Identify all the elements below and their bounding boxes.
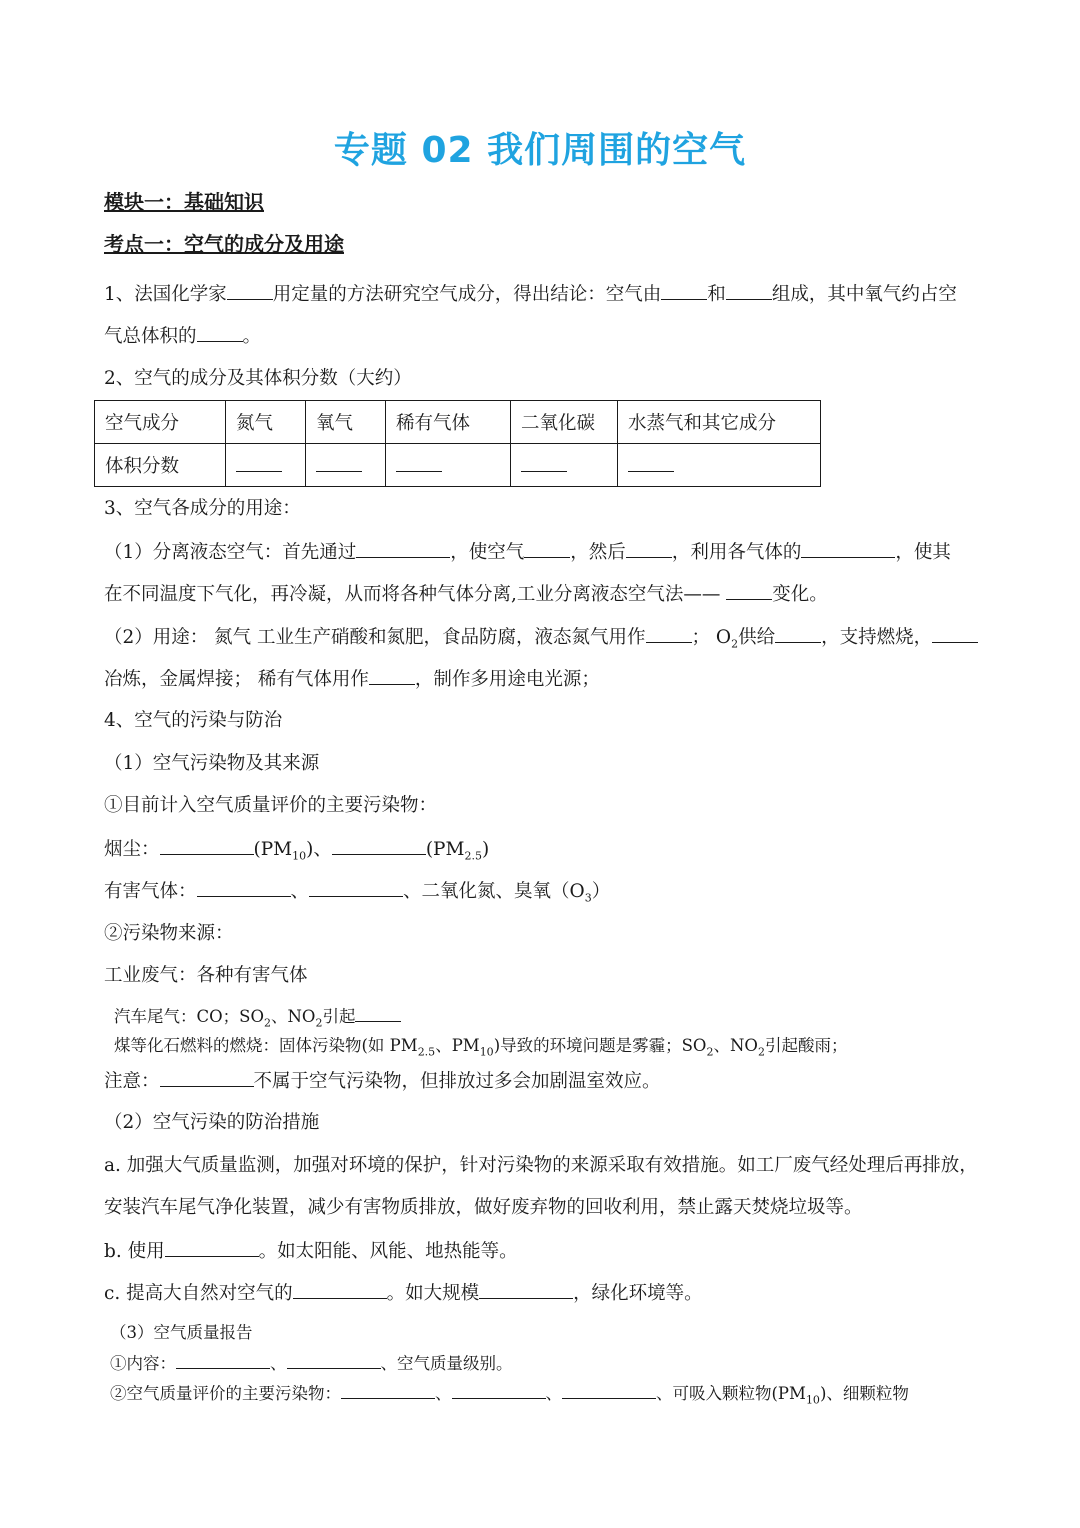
- blank[interactable]: [646, 624, 692, 643]
- blank[interactable]: [341, 1380, 435, 1399]
- page-title: 专题 02 我们周围的空气: [333, 130, 747, 171]
- report-line2: [110, 1380, 909, 1413]
- q1-line1: [104, 281, 957, 308]
- q3-line1: [104, 539, 951, 566]
- q4-text: 注意：: [104, 1071, 160, 1092]
- q3-line2: [104, 581, 828, 608]
- q3-line4: [104, 666, 600, 693]
- q3-text: 变化。: [772, 584, 828, 605]
- subscript: 2: [757, 1045, 765, 1059]
- report-line1: [110, 1350, 513, 1377]
- table-row-label: 体积分数: [95, 444, 226, 487]
- q3-text: ，然后: [570, 542, 626, 563]
- q3-line3: [104, 624, 978, 658]
- table-header-cell: 空气成分: [95, 401, 226, 444]
- measure-a1: a. 加强大气质量监测，加强对环境的保护，针对污染物的来源采取有效措施。如工厂废气经处理后再排放，: [104, 1155, 978, 1176]
- q4-text: 、可吸入颗粒物(PM: [656, 1384, 806, 1403]
- q4-text: (PM: [425, 839, 465, 860]
- measure-c: [104, 1280, 703, 1307]
- q4-text: 、空气质量级别。: [380, 1354, 513, 1373]
- q4-text: 有害气体：: [104, 881, 197, 902]
- blank[interactable]: [726, 281, 772, 300]
- blank[interactable]: [726, 581, 772, 600]
- blank[interactable]: [309, 878, 403, 897]
- q4-text: )、: [306, 839, 332, 860]
- q4-p2: ①目前计入空气质量评价的主要污染物：: [104, 795, 438, 816]
- note-line: [104, 1068, 661, 1095]
- industrial-line: 工业废气：各种有害气体: [104, 965, 308, 986]
- gas-line: [104, 878, 610, 912]
- q3-text: ，支持燃烧，: [821, 627, 933, 648]
- blank[interactable]: [661, 281, 707, 300]
- q1-text-e: 气总体积的: [104, 326, 197, 347]
- car-line: [114, 1003, 401, 1036]
- blank[interactable]: [197, 323, 243, 342]
- table-header-cell: 稀有气体: [386, 401, 511, 444]
- blank[interactable]: [236, 453, 282, 472]
- table-header-cell: 水蒸气和其它成分: [618, 401, 821, 444]
- table-cell[interactable]: [618, 444, 821, 487]
- q4-text: 、: [545, 1384, 562, 1403]
- blank[interactable]: [197, 878, 291, 897]
- blank[interactable]: [287, 1350, 381, 1369]
- q4-text: 煤等化石燃料的燃烧：固体污染物(如 PM: [114, 1036, 418, 1055]
- q4-text: 、PM: [435, 1036, 480, 1055]
- q3-text: 供给: [738, 627, 776, 648]
- subscript: 2.5: [417, 1045, 436, 1059]
- point-heading: 考点一：空气的成分及用途: [104, 232, 344, 256]
- q4-text: ②空气质量评价的主要污染物：: [110, 1384, 341, 1403]
- blank[interactable]: [356, 539, 450, 558]
- blank[interactable]: [626, 539, 672, 558]
- blank[interactable]: [628, 453, 674, 472]
- table-header-row: [95, 401, 821, 444]
- blank[interactable]: [160, 836, 254, 855]
- q4-text: 4、空气的污染与防治: [104, 710, 283, 731]
- q4-text: 不属于空气污染物，但排放过多会加剧温室效应。: [253, 1071, 661, 1092]
- q1-text-a: 1、法国化学家: [104, 284, 227, 305]
- module-heading: 模块一：基础知识: [104, 190, 264, 214]
- q3-text: ； O: [691, 627, 732, 648]
- subscript: 10: [292, 849, 307, 863]
- report-heading: （3）空气质量报告: [110, 1323, 253, 1342]
- q4-p1: （1）空气污染物及其来源: [104, 753, 320, 774]
- subscript: 2: [315, 1016, 323, 1030]
- blank[interactable]: [227, 281, 273, 300]
- q2-text: 2、空气的成分及其体积分数（大约）: [104, 368, 412, 389]
- q3-text: ，制作多用途电光源；: [414, 669, 600, 690]
- subscript: 2: [706, 1045, 714, 1059]
- coal-line: [114, 1033, 847, 1065]
- q4-text: 汽车尾气：CO；SO: [114, 1007, 264, 1026]
- measure-b: [104, 1238, 518, 1265]
- q1-text-b: 用定量的方法研究空气成分，得出结论：空气由: [272, 284, 662, 305]
- q4-text: (PM: [253, 839, 293, 860]
- q3-text: （2）用途： 氮气 工业生产硝酸和氮肥，食品防腐，液态氮气用作: [104, 627, 646, 648]
- q4-text: 、: [435, 1384, 452, 1403]
- subscript: 10: [805, 1393, 820, 1407]
- table-header-cell: 二氧化碳: [511, 401, 618, 444]
- table-cell[interactable]: [226, 444, 306, 487]
- table-header-cell: 氮气: [226, 401, 306, 444]
- q4-text: 引起: [322, 1007, 356, 1026]
- table-cell[interactable]: [511, 444, 618, 487]
- table-header-cell: 氧气: [306, 401, 386, 444]
- q4-text: 烟尘：: [104, 839, 160, 860]
- q1-text-c: 和: [707, 284, 726, 305]
- q4-text: ）: [591, 881, 611, 902]
- q4-text: ): [481, 839, 490, 860]
- blank[interactable]: [369, 666, 415, 685]
- q4-text: 。如太阳能、风能、地热能等。: [258, 1241, 518, 1262]
- q4-text: ①内容：: [110, 1354, 176, 1373]
- blank[interactable]: [562, 1380, 656, 1399]
- blank[interactable]: [932, 624, 978, 643]
- subscript: 2: [731, 637, 739, 651]
- blank[interactable]: [801, 539, 895, 558]
- q3-text: ，使空气: [450, 542, 525, 563]
- subscript: 2.5: [464, 849, 482, 863]
- source-heading: ②污染物来源：: [104, 923, 234, 944]
- subscript: 3: [584, 891, 592, 905]
- blank[interactable]: [452, 1380, 546, 1399]
- blank[interactable]: [355, 1003, 401, 1022]
- blank[interactable]: [332, 836, 426, 855]
- blank[interactable]: [524, 539, 570, 558]
- blank[interactable]: [160, 1068, 254, 1087]
- q4-text: 、NO: [713, 1036, 758, 1055]
- q3-text: 冶炼，金属焊接； 稀有气体用作: [104, 669, 369, 690]
- q3-text: ，利用各气体的: [671, 542, 802, 563]
- blank[interactable]: [293, 1280, 387, 1299]
- subscript: 2: [263, 1016, 271, 1030]
- q3-text: 3、空气各成分的用途：: [104, 498, 301, 519]
- q1-text-f: 。: [242, 326, 262, 347]
- q4-text: 引起酸雨；: [764, 1036, 848, 1055]
- q4-text: 。如大规模: [386, 1283, 480, 1304]
- q4-text: 、: [270, 1354, 287, 1373]
- blank[interactable]: [479, 1280, 573, 1299]
- blank[interactable]: [396, 453, 442, 472]
- dust-line: [104, 836, 489, 870]
- prevention-heading: （2）空气污染的防治措施: [104, 1112, 320, 1133]
- q4-text: 、二氧化氮、臭氧（O: [403, 881, 585, 902]
- blank[interactable]: [521, 453, 567, 472]
- q3-text: （1）分离液态空气：首先通过: [104, 542, 357, 563]
- q1-text-d: 组成，其中氧气约占空: [771, 284, 957, 305]
- q4-text: 、NO: [270, 1007, 316, 1026]
- q4-text: c. 提高大自然对空气的: [104, 1283, 293, 1304]
- table-row: [95, 444, 821, 487]
- measure-a2: 安装汽车尾气净化装置，减少有害物质排放，做好废弃物的回收利用，禁止露天焚烧垃圾等。: [104, 1197, 863, 1218]
- q4-text: ，绿化环境等。: [573, 1283, 703, 1304]
- q1-line2: [104, 323, 261, 350]
- table-cell[interactable]: [306, 444, 386, 487]
- q3-text: ，使其: [895, 542, 951, 563]
- blank[interactable]: [165, 1238, 259, 1257]
- subscript: 10: [479, 1045, 494, 1059]
- blank[interactable]: [775, 624, 821, 643]
- table-cell[interactable]: [386, 444, 511, 487]
- q4-text: b. 使用: [104, 1241, 165, 1262]
- q4-text: )、细颗粒物: [819, 1384, 909, 1403]
- q3-text: 在不同温度下气化，再冷凝，从而将各种气体分离,工业分离液态空气法——: [104, 584, 727, 605]
- composition-table: [94, 400, 821, 487]
- blank[interactable]: [316, 453, 362, 472]
- blank[interactable]: [176, 1350, 270, 1369]
- q4-text: )导致的环境问题是雾霾；SO: [493, 1036, 707, 1055]
- q4-text: 、: [290, 881, 310, 902]
